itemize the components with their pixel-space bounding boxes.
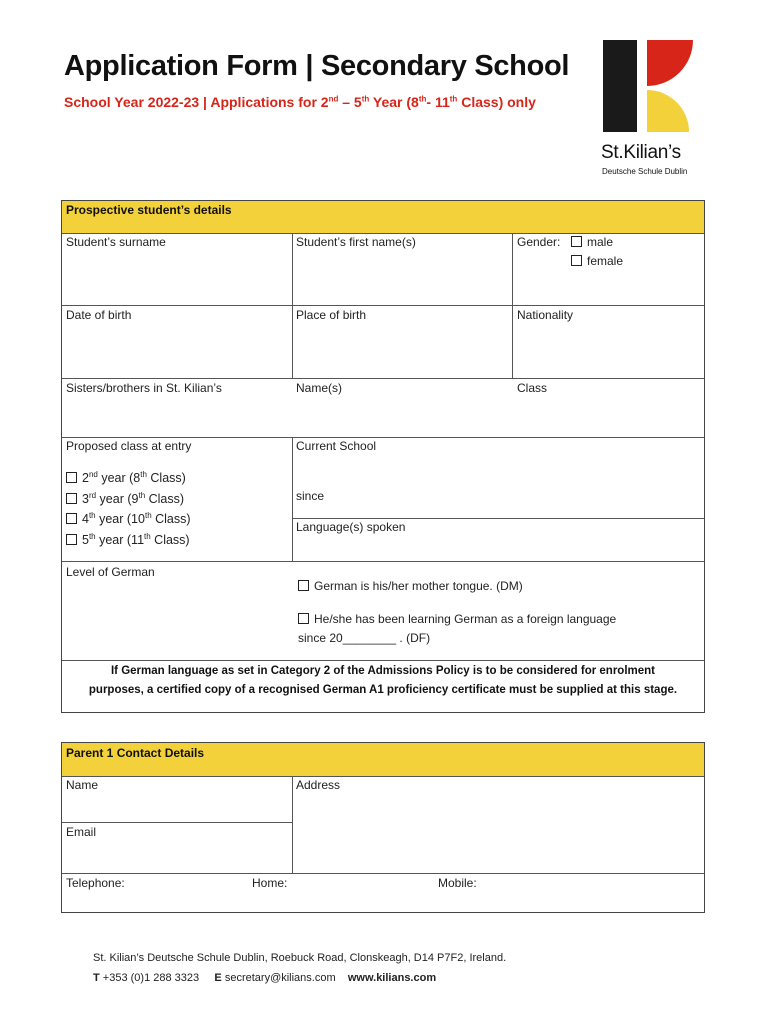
year-option[interactable]: 3rd year (9th Class) <box>66 491 184 506</box>
divider <box>62 822 292 823</box>
home-phone-field[interactable]: Home: <box>252 876 288 890</box>
nationality-field[interactable]: Nationality <box>517 308 574 322</box>
divider <box>512 234 513 378</box>
divider <box>292 437 293 561</box>
footer-contact: T +353 (0)1 288 3323 E secretary@kilians.com www.kilians.com <box>93 972 437 984</box>
surname-field[interactable]: Student’s surname <box>66 235 166 249</box>
divider <box>62 378 704 379</box>
sibling-names-field[interactable]: Name(s) <box>296 381 343 395</box>
year-option[interactable]: 4th year (10th Class) <box>66 511 191 526</box>
gender-female-option[interactable]: female <box>571 254 623 268</box>
year-option[interactable]: 2nd year (8th Class) <box>66 470 186 485</box>
german-certificate-note: If German language as set in Category 2 of the Admissions Policy is to be considered for enrolment purposes, a certified copy of a recognised German A1 proficiency certificate must be supplied at this stage. <box>88 665 678 696</box>
logo-subtitle: Deutsche Schule Dublin <box>602 167 688 176</box>
divider <box>292 518 704 519</box>
checkbox-icon[interactable] <box>66 534 77 545</box>
since-field[interactable]: since <box>296 489 325 503</box>
form-subtitle: School Year 2022-23 | Applications for 2nd – 5th Year (8th- 11th Class) only <box>64 94 536 110</box>
divider <box>62 233 704 234</box>
form-title: Application Form | Secondary School <box>64 50 570 82</box>
divider <box>62 437 704 438</box>
current-school-field[interactable]: Current School <box>296 439 377 453</box>
parent-email-field[interactable]: Email <box>66 825 97 839</box>
checkbox-icon[interactable] <box>66 493 77 504</box>
logo-name: St.Kilian’s <box>601 142 681 163</box>
parent1-section-title: Parent 1 Contact Details <box>66 746 205 760</box>
divider <box>62 776 704 777</box>
divider <box>292 234 293 378</box>
gender-male-option[interactable]: male <box>571 235 613 249</box>
year-option[interactable]: 5th year (11th Class) <box>66 532 190 547</box>
footer-address: St. Kilian’s Deutsche Schule Dublin, Roebuck Road, Clonskeagh, D14 P7F2, Ireland. <box>93 952 507 964</box>
first-name-field[interactable]: Student’s first name(s) <box>296 235 416 249</box>
parent-name-field[interactable]: Name <box>66 778 99 792</box>
divider <box>292 777 293 873</box>
checkbox-icon[interactable] <box>66 472 77 483</box>
parent-address-field[interactable]: Address <box>296 778 341 792</box>
gender-label: Gender: <box>517 235 561 249</box>
footer-web-link[interactable]: www.kilians.com <box>347 972 437 984</box>
german-df-option[interactable]: He/she has been learning German as a foreign language <box>298 612 616 626</box>
checkbox-icon[interactable] <box>571 255 582 266</box>
telephone-label: Telephone: <box>66 876 125 890</box>
divider <box>62 873 704 874</box>
mobile-phone-field[interactable]: Mobile: <box>438 876 477 890</box>
german-level-label: Level of German <box>66 565 155 579</box>
languages-field[interactable]: Language(s) spoken <box>296 520 406 534</box>
german-df-since[interactable]: since 20________ . (DF) <box>298 631 431 645</box>
st-kilians-logo-icon <box>603 40 693 132</box>
checkbox-icon[interactable] <box>298 613 309 624</box>
place-of-birth-field[interactable]: Place of birth <box>296 308 367 322</box>
divider <box>62 561 704 562</box>
date-of-birth-field[interactable]: Date of birth <box>66 308 132 322</box>
siblings-field[interactable]: Sisters/brothers in St. Kilian’s <box>66 381 222 395</box>
divider <box>62 305 704 306</box>
student-section-title: Prospective student’s details <box>66 203 232 217</box>
german-dm-option[interactable]: German is his/her mother tongue. (DM) <box>298 579 523 593</box>
checkbox-icon[interactable] <box>298 580 309 591</box>
checkbox-icon[interactable] <box>571 236 582 247</box>
checkbox-icon[interactable] <box>66 513 77 524</box>
sibling-class-field[interactable]: Class <box>517 381 548 395</box>
proposed-class-label: Proposed class at entry <box>66 439 192 453</box>
divider <box>62 660 704 661</box>
